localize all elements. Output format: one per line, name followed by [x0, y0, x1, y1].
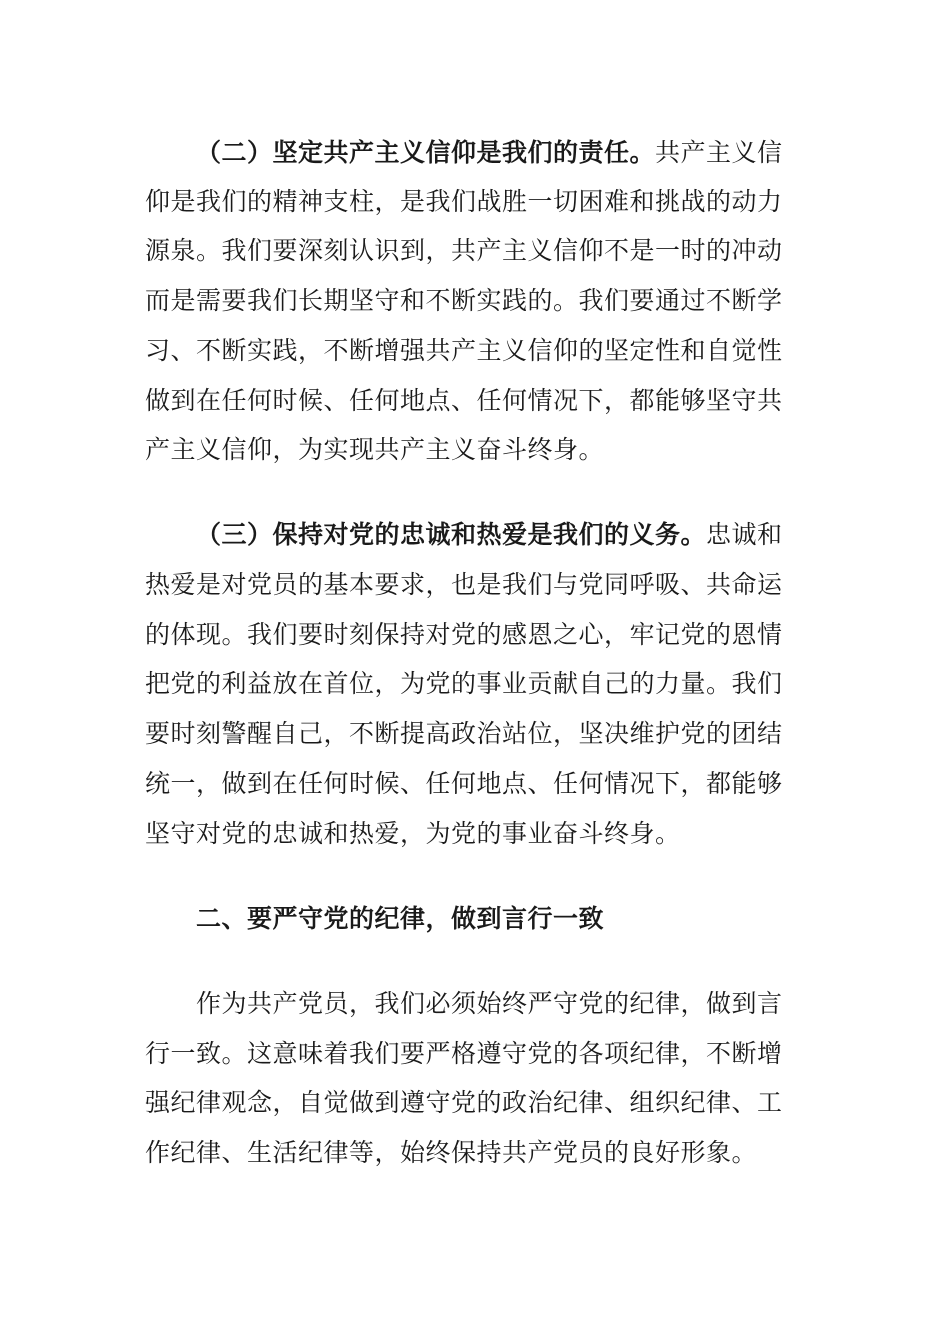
part2-para-first-line: 作为共产党员，我们必须始终严守党的纪律，做到言 — [196, 989, 783, 1018]
section2-line1-rest: 共产主义信 — [655, 138, 783, 167]
body-line: 而是需要我们长期坚守和不断实践的。我们要通过不断学 — [145, 286, 783, 315]
section3-first-line — [196, 518, 783, 552]
body-line: 要时刻警醒自己，不断提高政治站位，坚决维护党的团结 — [145, 719, 783, 748]
body-line: 做到在任何时候、任何地点、任何情况下，都能够坚守共 — [145, 386, 783, 415]
body-line: 作纪律、生活纪律等，始终保持共产党员的良好形象。 — [145, 1138, 758, 1167]
part2-heading: 二、要严守党的纪律，做到言行一致 — [196, 904, 605, 933]
body-line: 把党的利益放在首位，为党的事业贡献自己的力量。我们 — [145, 669, 783, 698]
body-line: 行一致。这意味着我们要严格遵守党的各项纪律，不断增 — [145, 1039, 783, 1068]
section2-heading: （二）坚定共产主义信仰是我们的责任。 — [196, 138, 656, 167]
body-line: 源泉。我们要深刻认识到，共产主义信仰不是一时的冲动 — [145, 236, 783, 265]
body-line: 的体现。我们要时刻保持对党的感恩之心，牢记党的恩情 — [145, 620, 783, 649]
body-line: 统一，做到在任何时候、任何地点、任何情况下，都能够 — [145, 769, 783, 798]
body-line: 产主义信仰，为实现共产主义奋斗终身。 — [145, 435, 605, 464]
body-line: 热爱是对党员的基本要求，也是我们与党同呼吸、共命运 — [145, 570, 783, 599]
section2-first-line — [196, 136, 783, 170]
body-line: 仰是我们的精神支柱，是我们战胜一切困难和挑战的动力 — [145, 187, 783, 216]
section3-heading: （三）保持对党的忠诚和热爱是我们的义务。 — [196, 520, 707, 549]
body-line: 习、不断实践，不断增强共产主义信仰的坚定性和自觉性 — [145, 336, 783, 365]
body-line: 强纪律观念，自觉做到遵守党的政治纪律、组织纪律、工 — [145, 1088, 783, 1117]
section3-line1-rest: 忠诚和 — [706, 520, 783, 549]
body-line: 坚守对党的忠诚和热爱，为党的事业奋斗终身。 — [145, 819, 681, 848]
